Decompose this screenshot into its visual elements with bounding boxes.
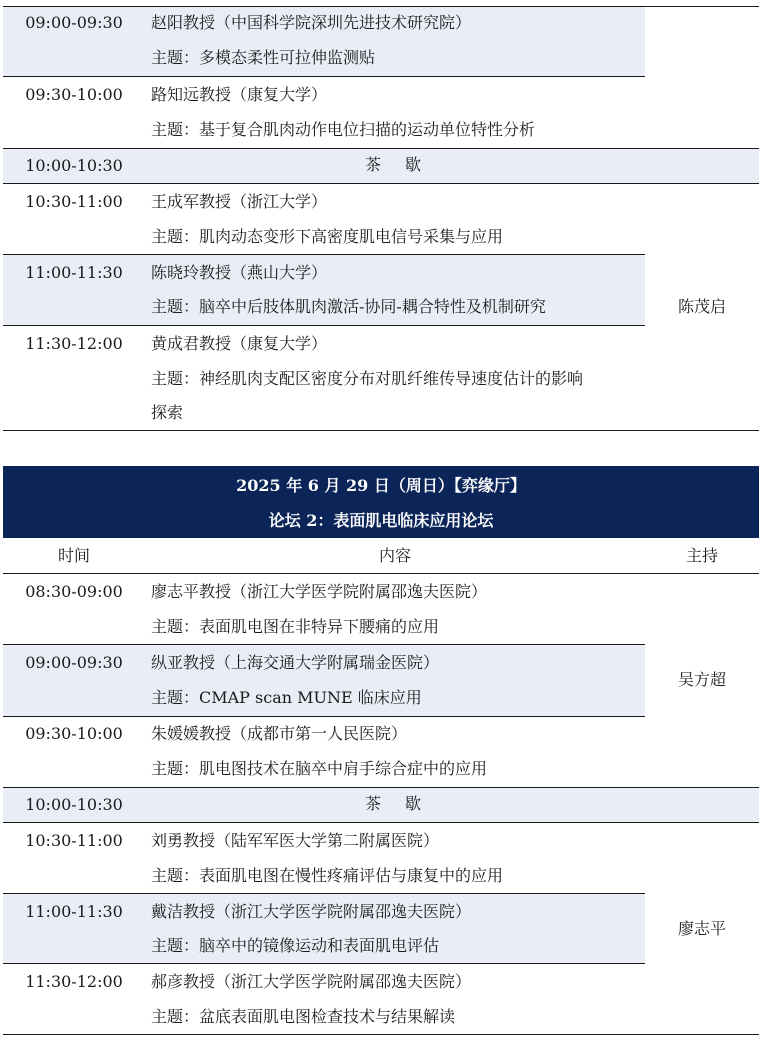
- divider: [3, 716, 645, 717]
- divider: [3, 6, 759, 7]
- divider: [3, 148, 759, 149]
- divider: [3, 76, 645, 77]
- session-host: 吴方超: [677, 670, 726, 689]
- session-time: 11:30-12:00: [25, 334, 123, 353]
- topic: 主题：表面肌电图在慢性疼痛评估与康复中的应用: [151, 866, 504, 885]
- speaker: 黄成君教授（康复大学）: [151, 334, 328, 353]
- session-time: 09:30-10:00: [25, 85, 123, 104]
- topic: 主题：肌电图技术在脑卒中肩手综合症中的应用: [151, 759, 488, 778]
- speaker: 纵亚教授（上海交通大学附属瑞金医院）: [151, 653, 440, 672]
- topic: 主题：CMAP scan MUNE 临床应用: [151, 688, 422, 707]
- session-time: 11:00-11:30: [25, 902, 123, 921]
- header-time: 时间: [57, 546, 90, 565]
- divider: [3, 573, 759, 574]
- divider: [3, 254, 645, 255]
- divider: [3, 787, 759, 788]
- tea-break: 茶 歇: [364, 155, 425, 174]
- topic: 主题：盆底表面肌电图检查技术与结果解读: [151, 1007, 456, 1026]
- session-time: 10:30-11:00: [25, 831, 123, 850]
- banner-date: 2025 年 6 月 29 日（周日）【弈缘厅】: [236, 476, 526, 495]
- speaker: 赵阳教授（中国科学院深圳先进技术研究院）: [151, 13, 472, 32]
- header-host: 主持: [685, 546, 718, 565]
- session-time: 10:30-11:00: [25, 192, 123, 211]
- topic: 主题：肌肉动态变形下高密度肌电信号采集与应用: [151, 227, 504, 246]
- divider: [3, 893, 645, 894]
- divider: [3, 183, 759, 184]
- forum-banner: [3, 466, 759, 538]
- topic: 主题：基于复合肌肉动作电位扫描的运动单位特性分析: [151, 120, 536, 139]
- session-time: 08:30-09:00: [25, 582, 123, 601]
- speaker: 王成军教授（浙江大学）: [151, 192, 328, 211]
- speaker: 刘勇教授（陆军军医大学第二附属医院）: [151, 831, 440, 850]
- speaker: 郝彦教授（浙江大学医学院附属邵逸夫医院）: [151, 972, 472, 991]
- speaker: 路知远教授（康复大学）: [151, 85, 328, 104]
- session-time: 09:30-10:00: [25, 724, 123, 743]
- divider: [3, 430, 759, 431]
- session-host: 廖志平: [677, 919, 726, 938]
- topic-continued: 探索: [151, 403, 184, 422]
- topic: 主题：脑卒中的镜像运动和表面肌电评估: [151, 936, 440, 955]
- speaker: 朱媛媛教授（成都市第一人民医院）: [151, 724, 408, 743]
- session-time: 10:00-10:30: [25, 156, 123, 175]
- session-time: 11:30-12:00: [25, 972, 123, 991]
- speaker: 廖志平教授（浙江大学医学院附属邵逸夫医院）: [151, 582, 488, 601]
- divider: [3, 644, 645, 645]
- speaker: 陈晓玲教授（燕山大学）: [151, 263, 328, 282]
- divider: [3, 822, 759, 823]
- divider: [3, 325, 645, 326]
- topic: 主题：脑卒中后肢体肌肉激活-协同-耦合特性及机制研究: [151, 297, 546, 316]
- session-time: 10:00-10:30: [25, 795, 123, 814]
- topic: 主题：表面肌电图在非特异下腰痛的应用: [151, 617, 440, 636]
- session-host: 陈茂启: [677, 297, 726, 316]
- session-time: 09:00-09:30: [25, 13, 123, 32]
- speaker: 戴洁教授（浙江大学医学院附属邵逸夫医院）: [151, 902, 472, 921]
- session-time: 09:00-09:30: [25, 653, 123, 672]
- tea-break: 茶 歇: [364, 794, 425, 813]
- session-time: 11:00-11:30: [25, 263, 123, 282]
- divider: [3, 963, 645, 964]
- divider: [3, 1034, 759, 1035]
- header-content: 内容: [378, 546, 411, 565]
- topic: 主题：神经肌肉支配区密度分布对肌纤维传导速度估计的影响: [151, 369, 584, 388]
- topic: 主题：多模态柔性可拉伸监测贴: [151, 48, 376, 67]
- banner-title: 论坛 2：表面肌电临床应用论坛: [268, 511, 494, 530]
